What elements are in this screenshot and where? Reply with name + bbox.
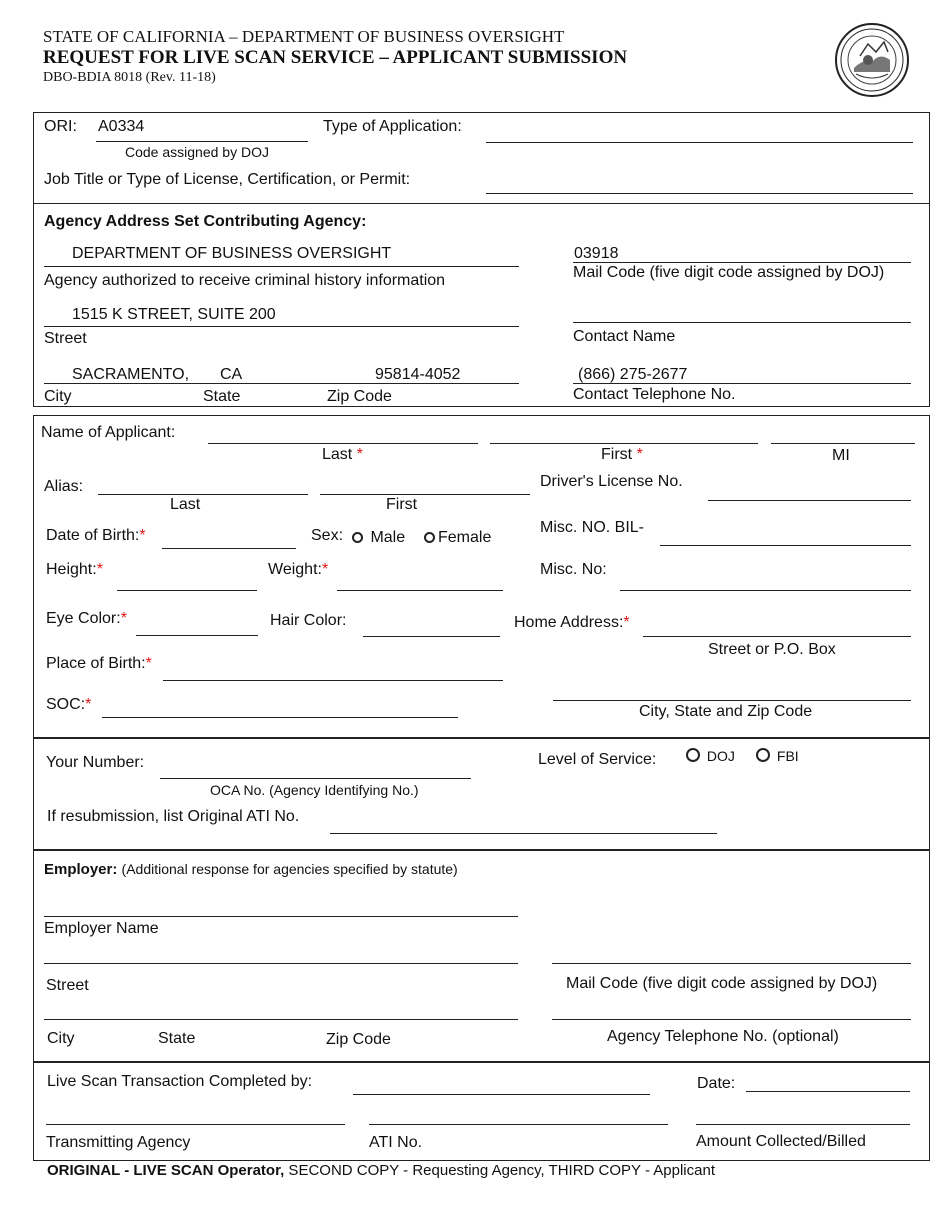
resubmission-label: If resubmission, list Original ATI No. [47,808,300,825]
your-number-label: Your Number: [46,754,145,771]
city-value: SACRAMENTO, [72,366,190,383]
state-value: CA [220,366,243,383]
agency-address-heading: Agency Address Set Contributing Agency: [44,213,367,230]
form-number: DBO-BDIA 8018 (Rev. 11-18) [43,70,216,85]
your-number-input[interactable] [160,759,471,777]
job-title-input[interactable] [486,174,913,192]
eye-color-label: Eye Color:* [46,610,127,627]
mail-code-value: 03918 [574,245,619,262]
alias-last-input[interactable] [98,476,308,494]
agency-telephone-caption: Agency Telephone No. (optional) [607,1028,839,1045]
home-street-input[interactable] [643,617,911,635]
radio-circle-icon [756,748,770,762]
copy-distribution-footer: ORIGINAL - LIVE SCAN Operator, SECOND COPY - Requesting Agency, THIRD COPY - Applicant [47,1162,715,1179]
radio-circle-icon [352,532,363,543]
soc-label: SOC:* [46,696,92,713]
contact-phone-caption: Contact Telephone No. [573,386,736,403]
zip-caption: Zip Code [327,388,392,405]
mail-code-caption: Mail Code (five digit code assigned by DOJ) [573,264,885,281]
california-seal-icon [834,22,910,98]
employer-city-state-zip-input[interactable] [44,1000,518,1018]
original-ati-input[interactable] [330,814,717,832]
employer-street-input[interactable] [44,944,518,962]
employer-city-caption: City [47,1030,75,1047]
radio-circle-icon [686,748,700,762]
place-of-birth-input[interactable] [163,661,503,679]
alias-first-caption: First [386,496,418,513]
mi-caption: MI [832,447,850,464]
street-po-box-caption: Street or P.O. Box [708,641,836,658]
first-caption: First * [601,446,643,463]
sex-male-radio[interactable]: Male [352,529,405,547]
doj-radio[interactable]: DOJ [686,748,735,764]
hair-color-label: Hair Color: [270,612,347,629]
ori-value: A0334 [98,118,145,135]
city-state-zip-caption: City, State and Zip Code [639,703,813,720]
weight-label: Weight:* [268,561,329,578]
employer-state-caption: State [158,1030,196,1047]
misc-bil-label: Misc. NO. BIL- [540,519,645,536]
hair-color-input[interactable] [363,617,500,635]
date-input[interactable] [746,1073,910,1091]
ori-caption: Code assigned by DOJ [125,144,269,160]
employer-heading: Employer: (Additional response for agencies specified by statute) [44,861,458,878]
zip-value: 95814-4052 [375,366,461,383]
misc-no-label: Misc. No: [540,561,607,578]
date-label: Date: [697,1075,736,1092]
misc-bil-input[interactable] [660,526,911,544]
agency-header: STATE OF CALIFORNIA – DEPARTMENT OF BUSINESS OVERSIGHT [43,27,565,46]
street-caption: Street [44,330,87,347]
type-of-application-label: Type of Application: [323,118,462,135]
oca-caption: OCA No. (Agency Identifying No.) [210,782,419,798]
contact-name-caption: Contact Name [573,328,676,345]
type-of-application-input[interactable] [486,122,913,140]
city-caption: City [44,388,72,405]
street-value: 1515 K STREET, SUITE 200 [72,306,276,323]
home-address-label: Home Address:* [514,614,630,631]
home-city-state-zip-input[interactable] [553,681,911,699]
drivers-license-input[interactable] [708,482,911,500]
transmitting-agency-input[interactable] [46,1105,345,1123]
employer-mail-code-input[interactable] [552,944,911,962]
ori-label: ORI: [44,118,77,135]
employer-zip-caption: Zip Code [326,1031,391,1048]
ati-no-input[interactable] [369,1105,668,1123]
drivers-license-label: Driver's License No. [540,473,683,490]
fbi-radio[interactable]: FBI [756,748,799,764]
form-title: REQUEST FOR LIVE SCAN SERVICE – APPLICANT SUBMISSION [43,47,628,68]
completed-by-input[interactable] [353,1075,650,1093]
sex-label: Sex: [311,527,344,544]
radio-circle-icon [424,532,435,543]
state-caption: State [203,388,241,405]
applicant-last-name-input[interactable] [208,424,478,442]
eye-color-input[interactable] [136,617,258,635]
job-title-label: Job Title or Type of License, Certification, or Permit: [44,171,411,188]
level-of-service-label: Level of Service: [538,751,657,768]
last-caption: Last * [322,446,363,463]
alias-last-caption: Last [170,496,201,513]
agency-name-value: DEPARTMENT OF BUSINESS OVERSIGHT [72,245,392,262]
dob-input[interactable] [162,530,296,548]
weight-input[interactable] [337,571,503,589]
dob-label: Date of Birth:* [46,527,146,544]
applicant-mi-input[interactable] [771,424,915,442]
agency-name-caption: Agency authorized to receive criminal history information [44,272,446,289]
height-label: Height:* [46,561,103,578]
ati-no-caption: ATI No. [369,1134,423,1151]
completed-by-label: Live Scan Transaction Completed by: [47,1073,313,1090]
alias-label: Alias: [44,478,84,495]
employer-name-caption: Employer Name [44,920,159,937]
applicant-first-name-input[interactable] [490,424,758,442]
amount-collected-caption: Amount Collected/Billed [696,1133,866,1150]
employer-mail-code-caption: Mail Code (five digit code assigned by DOJ) [566,975,878,992]
employer-street-caption: Street [46,977,89,994]
sex-female-radio[interactable]: Female [424,529,491,547]
applicant-name-label: Name of Applicant: [41,424,176,441]
height-input[interactable] [117,571,257,589]
alias-first-input[interactable] [320,476,530,494]
employer-name-input[interactable] [44,897,518,915]
contact-phone-value: (866) 275-2677 [578,366,688,383]
ori-input[interactable] [96,120,308,138]
misc-no-input[interactable] [620,571,911,589]
place-of-birth-label: Place of Birth:* [46,655,152,672]
transmitting-agency-caption: Transmitting Agency [46,1134,191,1151]
contact-name-input[interactable] [573,303,911,321]
agency-telephone-input[interactable] [552,1000,911,1018]
soc-input[interactable] [102,698,458,716]
amount-collected-input[interactable] [696,1105,910,1123]
